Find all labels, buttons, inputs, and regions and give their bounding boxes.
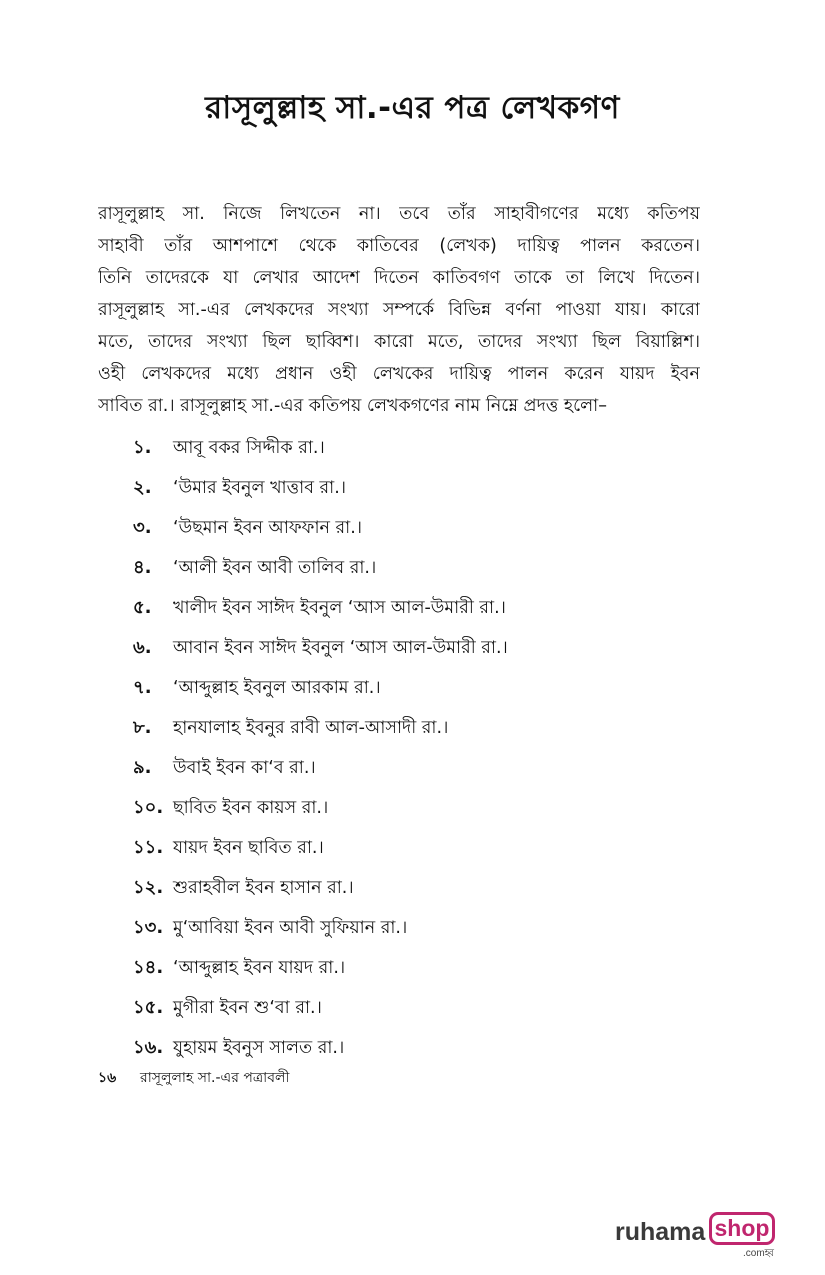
list-item-text: হানযালাহ ইবনুর রাবী আল-আসাদী রা.। bbox=[173, 718, 449, 738]
list-item bbox=[133, 672, 693, 712]
logo-text-com: .comহ্ব bbox=[743, 1248, 775, 1259]
list-item-number: ৫. bbox=[133, 597, 152, 618]
list-item-text: মু‘আবিয়া ইবন আবী সুফিয়ান রা.। bbox=[173, 918, 408, 938]
list-item-text: ‘উমার ইবনুল খাত্তাব রা.। bbox=[173, 478, 347, 498]
page-title: রাসূলুল্লাহ সা.-এর পত্র লেখকগণ bbox=[205, 90, 620, 126]
list-item bbox=[133, 472, 693, 512]
list-item-number: ৪. bbox=[133, 557, 152, 578]
intro-paragraph bbox=[98, 198, 700, 422]
list-item-number: ৭. bbox=[133, 677, 152, 698]
page-number: ১৬ bbox=[98, 1070, 117, 1086]
list-item-text: যুহায়ম ইবনুস সালত রা.। bbox=[173, 1038, 345, 1058]
paragraph-line: তিনি তাদেরকে যা লেখার আদেশ দিতেন কাতিবগণ তাকে তা লিখে দিতেন। bbox=[98, 268, 700, 288]
paragraph-line: সাবিত রা.। রাসূলুল্লাহ সা.-এর কতিপয় লেখকগণের নাম নিম্নে প্রদত্ত হলো– bbox=[98, 396, 607, 416]
list-item-text: উবাই ইবন কা‘ব রা.। bbox=[173, 758, 316, 778]
logo-text-ruhama: ruhama bbox=[615, 1218, 706, 1246]
list-item-number: ৮. bbox=[133, 717, 152, 738]
list-item-number: ২. bbox=[133, 477, 152, 498]
list-item-text: আবান ইবন সাঈদ ইবনুল ‘আস আল-উমারী রা.। bbox=[173, 638, 508, 658]
list-item-text: যায়দ ইবন ছাবিত রা.। bbox=[173, 838, 324, 858]
list-item bbox=[133, 992, 693, 1032]
paragraph-line: রাসূলুল্লাহ সা. নিজে লিখতেন না। তবে তাঁর সাহাবীগণের মধ্যে কতিপয় bbox=[98, 204, 700, 224]
list-item-text: আবূ বকর সিদ্দীক রা.। bbox=[173, 438, 325, 458]
list-item bbox=[133, 872, 693, 912]
list-item-number: ৯. bbox=[133, 757, 152, 778]
paragraph-line: সাহাবী তাঁর আশপাশে থেকে কাতিবের (লেখক) দায়িত্ব পালন করতেন। bbox=[98, 236, 700, 256]
list-item-number: ১১. bbox=[133, 837, 164, 858]
list-item bbox=[133, 832, 693, 872]
list-item-number: ৬. bbox=[133, 637, 152, 658]
list-item-text: ছাবিত ইবন কায়স রা.। bbox=[173, 798, 329, 818]
list-item-number: ৩. bbox=[133, 517, 152, 538]
list-item bbox=[133, 712, 693, 752]
scribes-list bbox=[133, 432, 693, 1072]
logo-text-shop: shop bbox=[709, 1212, 775, 1245]
list-item-text: শুরাহবীল ইবন হাসান রা.। bbox=[173, 878, 354, 898]
paragraph-line: ওহী লেখকদের মধ্যে প্রধান ওহী লেখকের দায়িত্ব পালন করেন যায়দ ইবন bbox=[98, 364, 700, 384]
list-item bbox=[133, 552, 693, 592]
list-item-number: ১২. bbox=[133, 877, 164, 898]
paragraph-line: রাসূলুল্লাহ সা.-এর লেখকদের সংখ্যা সম্পর্কে বিভিন্ন বর্ণনা পাওয়া যায়। কারো bbox=[98, 300, 700, 320]
list-item-number: ১৫. bbox=[133, 997, 164, 1018]
list-item bbox=[133, 752, 693, 792]
list-item bbox=[133, 512, 693, 552]
list-item bbox=[133, 952, 693, 992]
list-item-text: ‘উছমান ইবন আফফান রা.। bbox=[173, 518, 363, 538]
list-item-text: ‘আব্দুল্লাহ ইবনুল আরকাম রা.। bbox=[173, 678, 381, 698]
list-item bbox=[133, 912, 693, 952]
running-title: রাসূলুলাহ সা.-এর পত্রাবলী bbox=[140, 1070, 290, 1086]
list-item bbox=[133, 792, 693, 832]
list-item-number: ১৪. bbox=[133, 957, 164, 978]
list-item bbox=[133, 432, 693, 472]
list-item-number: ১. bbox=[133, 437, 152, 458]
list-item-text: মুগীরা ইবন শু‘বা রা.। bbox=[173, 998, 322, 1018]
page-footer bbox=[98, 1066, 289, 1090]
list-item-text: খালীদ ইবন সাঈদ ইবনুল ‘আস আল-উমারী রা.। bbox=[173, 598, 506, 618]
list-item bbox=[133, 592, 693, 632]
list-item-text: ‘আলী ইবন আবী তালিব রা.। bbox=[173, 558, 377, 578]
paragraph-line: মতে, তাদের সংখ্যা ছিল ছাব্বিশ। কারো মতে, তাদের সংখ্যা ছিল বিয়াল্লিশ। bbox=[98, 332, 700, 352]
list-item bbox=[133, 632, 693, 672]
list-item-number: ১০. bbox=[133, 797, 164, 818]
list-item-number: ১৬. bbox=[133, 1037, 164, 1058]
list-item-number: ১৩. bbox=[133, 917, 164, 938]
list-item-text: ‘আব্দুল্লাহ ইবন যায়দ রা.। bbox=[173, 958, 346, 978]
